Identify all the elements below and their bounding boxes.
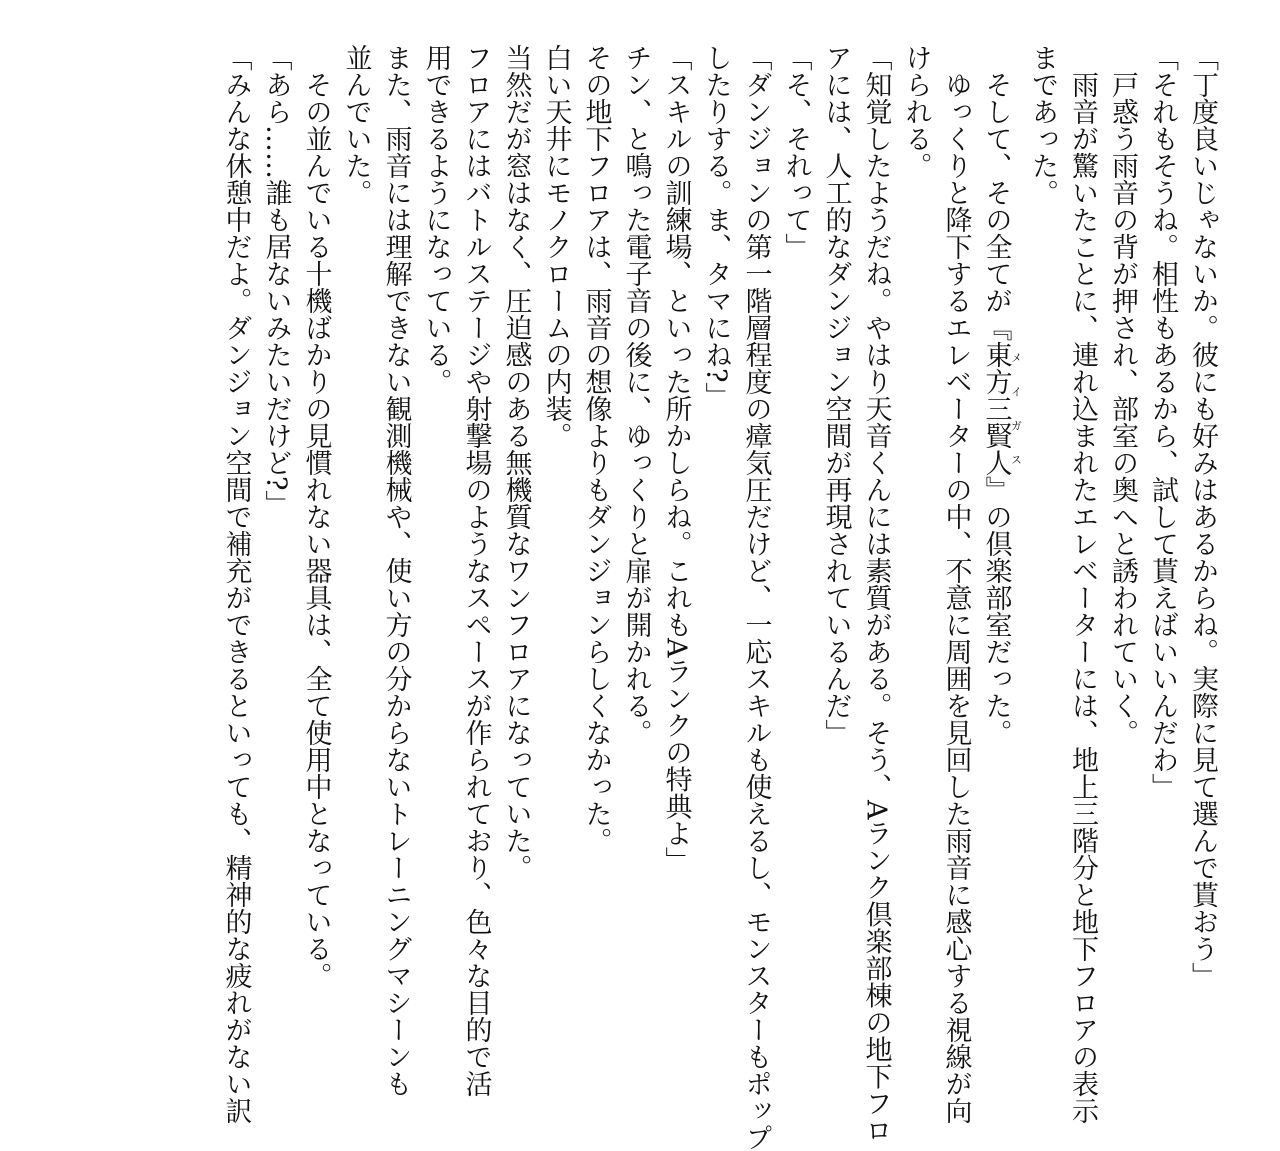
text-line: 白い天井にモノクロームの内装。: [540, 44, 572, 449]
text-line: 「スキルの訓練場、といった所かしらね。これもAランクの特典よ」: [660, 44, 692, 874]
text-line: その地下フロアは、雨音の想像よりもダンジョンらしくなかった。: [580, 44, 612, 854]
text-line: 「それもそうね。相性もあるから、試して貰えばいいんだわ」: [1147, 44, 1178, 800]
ruby-annotation: 東方三賢人メイガス: [980, 341, 1023, 476]
text-line: けられる。: [900, 44, 932, 179]
text-line: まであった。: [1027, 44, 1058, 206]
text-line: そして、その全てが『東方三賢人メイガス』の倶楽部室だった。: [980, 71, 1023, 746]
text-line: アには、人工的なダンジョン空間が再現されているんだ」: [820, 44, 852, 746]
vertical-text-body: [216, 44, 1223, 1151]
text-line: フロアにはバトルステージや射撃場のようなスペースが作られており、色々な目的で活: [460, 44, 492, 1097]
text-line: 「みんな休憩中だよ。ダンジョン空間で補充ができるといっても、精神的な疲れがない訳: [220, 44, 252, 1124]
text-line: ゆっくりと降下するエレベーターの中、不意に周囲を見回した雨音に感心する視線が向: [940, 71, 972, 1124]
text-line: チン、と鳴った電子音の後に、ゆっくりと扉が開かれる。: [620, 44, 652, 746]
text-line: 「そ、それって」: [780, 44, 812, 260]
text-line: 「ダンジョンの第一階層程度の瘴気圧だけど、一応スキルも使えるし、モンスターもポップ: [740, 44, 772, 1151]
text-line: したりする。ま、タマにね?」: [700, 44, 732, 410]
text-line: 雨音が驚いたことに、連れ込まれたエレベーターには、地上三階分と地下フロアの表示: [1067, 71, 1098, 1124]
text-line: 当然だが窓はなく、圧迫感のある無機質なワンフロアになっていた。: [500, 44, 532, 881]
text-line: また、雨音には理解できない観測機械や、使い方の分からないトレーニングマシーンも: [380, 44, 412, 1097]
text-line: 並んでいた。: [340, 44, 372, 206]
text-line: 戸惑う雨音の背が押され、部室の奥へと誘われていく。: [1107, 71, 1138, 746]
text-line: その並んでいる十機ばかりの見慣れない器具は、全て使用中となっている。: [300, 71, 332, 989]
text-line: 「丁度良いじゃないか。彼にも好みはあるからね。実際に見て選んで貰おう」: [1187, 44, 1218, 989]
text-line: 「あら……誰も居ないみたいだけど?」: [260, 44, 292, 518]
text-line: 「知覚したようだね。やはり天音くんには素質がある。そう、Aランク倶楽部棟の地下フロ: [860, 44, 892, 1144]
text-line: 用できるようになっている。: [420, 44, 452, 395]
